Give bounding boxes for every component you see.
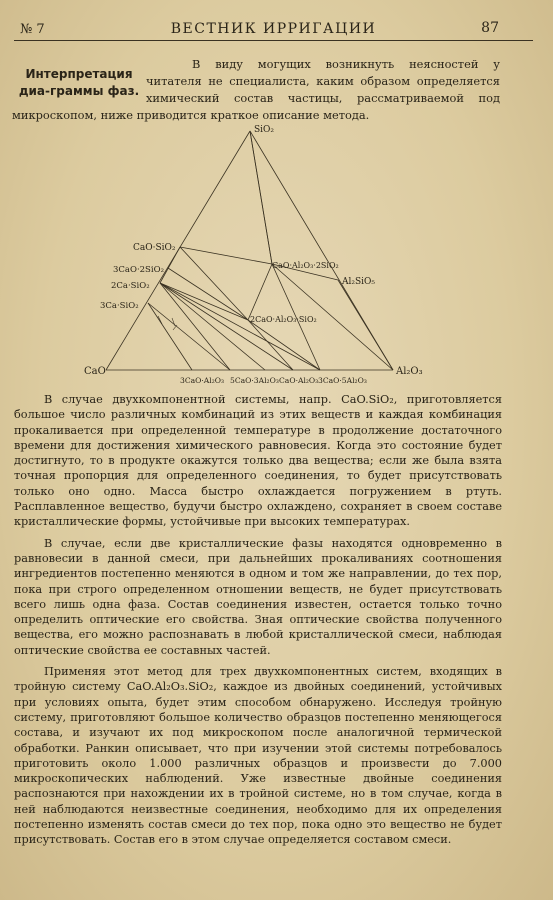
label-2cao-sio2: 2Ca·SiO₂ (111, 281, 150, 291)
tie-line (248, 320, 320, 370)
tie-line (160, 283, 320, 370)
boundary-mark (172, 318, 175, 326)
page-header (14, 18, 533, 40)
label-3cao-2sio2: 3CaO·2SiO₂ (113, 265, 164, 275)
paragraph: Применяя этот метод для трех двухкомпонентных систем, входящих в тройную систему CaO.Al₂O₃.SiO₂, каждое из двойных соединений, устойчивых при условиях опыта, будет этим способом обнаружено. Исследуя тройную систему, приготовляют большое количество образцов постепенно меняющегося состава, и изучают их под микроскопом после аналогичной термической обработки. Ранкин описывает, что при изучении этой системы потребовалось приготовить около 1.000 различных образцов и произвести до 7.000 микроскопических наблюдений. Уже известные двойные соединения распознаются при нахождении их в тройной системе, но в том случае, когда в ней наблюдаются неизвестные соединения, необходимо для их определения постепенно изменять состав смеси до тех пор, пока одно это вещество не будет присутствовать. Состав его в этом случае определяется составом смеси. (14, 665, 502, 847)
label-cao-sio2: CaO·SiO₂ (133, 243, 176, 253)
header-rule (14, 40, 533, 41)
label-bottom-3cao-al2o3: 3CaO·Al₂O₃ (180, 376, 225, 385)
tie-line (250, 131, 272, 264)
journal-title: ВЕСТНИК ИРРИГАЦИИ (170, 21, 377, 37)
tie-line (148, 303, 192, 370)
issue-number: № 7 (20, 22, 45, 37)
label-al2o3: Al₂O₃ (396, 366, 423, 377)
tie-line (160, 283, 248, 320)
section-title: Интерпретация диа-граммы фаз. (18, 67, 140, 98)
page-number: 87 (481, 20, 499, 36)
tie-line (338, 280, 393, 370)
phase-diagram (80, 120, 423, 390)
label-al2sio5: Al₂SiO₅ (342, 277, 376, 287)
tie-line (248, 264, 272, 320)
tie-line (160, 283, 293, 370)
tie-line (148, 303, 230, 370)
paragraph: В случае, если две кристаллические фазы находятся одновременно в равновесии в данной смеси, при дальнейших прокаливаниях соотношения ингредиентов постепенно меняются в одном и том же направлении, до тех пор, пока при строго определенном отношении веществ, не будет присутствовать всего лишь одна фаза. Состав соединения известен, остается только точно определить оптические его свойства. Зная оптические свойства полученного вещества, его можно распознавать в любой кристаллической смеси, наблюдая оптические свойства ее составных частей. (14, 536, 502, 657)
paragraph: В случае двухкомпонентной системы, напр. CaO.SiO₂, приготовляется большое число различных комбинаций из этих веществ и каждая комбинация прокаливается при определенной температуре в продолжение достаточного времени для достижения химического равновесия. Когда это состояние будет достигнуто, то в продукте окажутся только два вещества; если же была взята точная пропорция для определенного соединения, то будет присутствовать только оно одно. Масса быстро охлаждается погружением в ртуть. Расплавленное вещество, будучи быстро охлаждено, сохраняет в своем составе кристаллические формы, устойчивые при высоких температурах. (14, 393, 502, 529)
label-bottom-cao-al2o3: CaO·Al₂O₃ (279, 376, 319, 385)
tie-line (160, 283, 230, 370)
body-text (14, 392, 502, 854)
label-2cao-al2o3-sio2: 2CaO·Al₂O₃·SiO₂ (250, 315, 317, 324)
label-bottom-3cao-5al2o3: 3CaO·5Al₂O₃ (318, 376, 367, 385)
label-cao-al2o3-2sio2: CaO·Al₂O₃·2SiO₂ (272, 261, 339, 270)
label-bottom-5cao-3al2o3: 5CaO·3Al₂O₃ (230, 376, 279, 385)
boundary-mark (158, 316, 162, 324)
label-3cao-sio2: 3Ca·SiO₂ (100, 301, 139, 311)
label-sio2: SiO₂ (254, 125, 275, 135)
label-cao: CaO (84, 366, 106, 377)
intro-section (12, 56, 500, 124)
intro-paragraph: В виду могущих возникнуть неясностей у читателя не специалиста, каким образом определяется химический состав частицы, рассматриваемой под микроскопом, ниже приводится краткое описание метода. (12, 57, 500, 122)
